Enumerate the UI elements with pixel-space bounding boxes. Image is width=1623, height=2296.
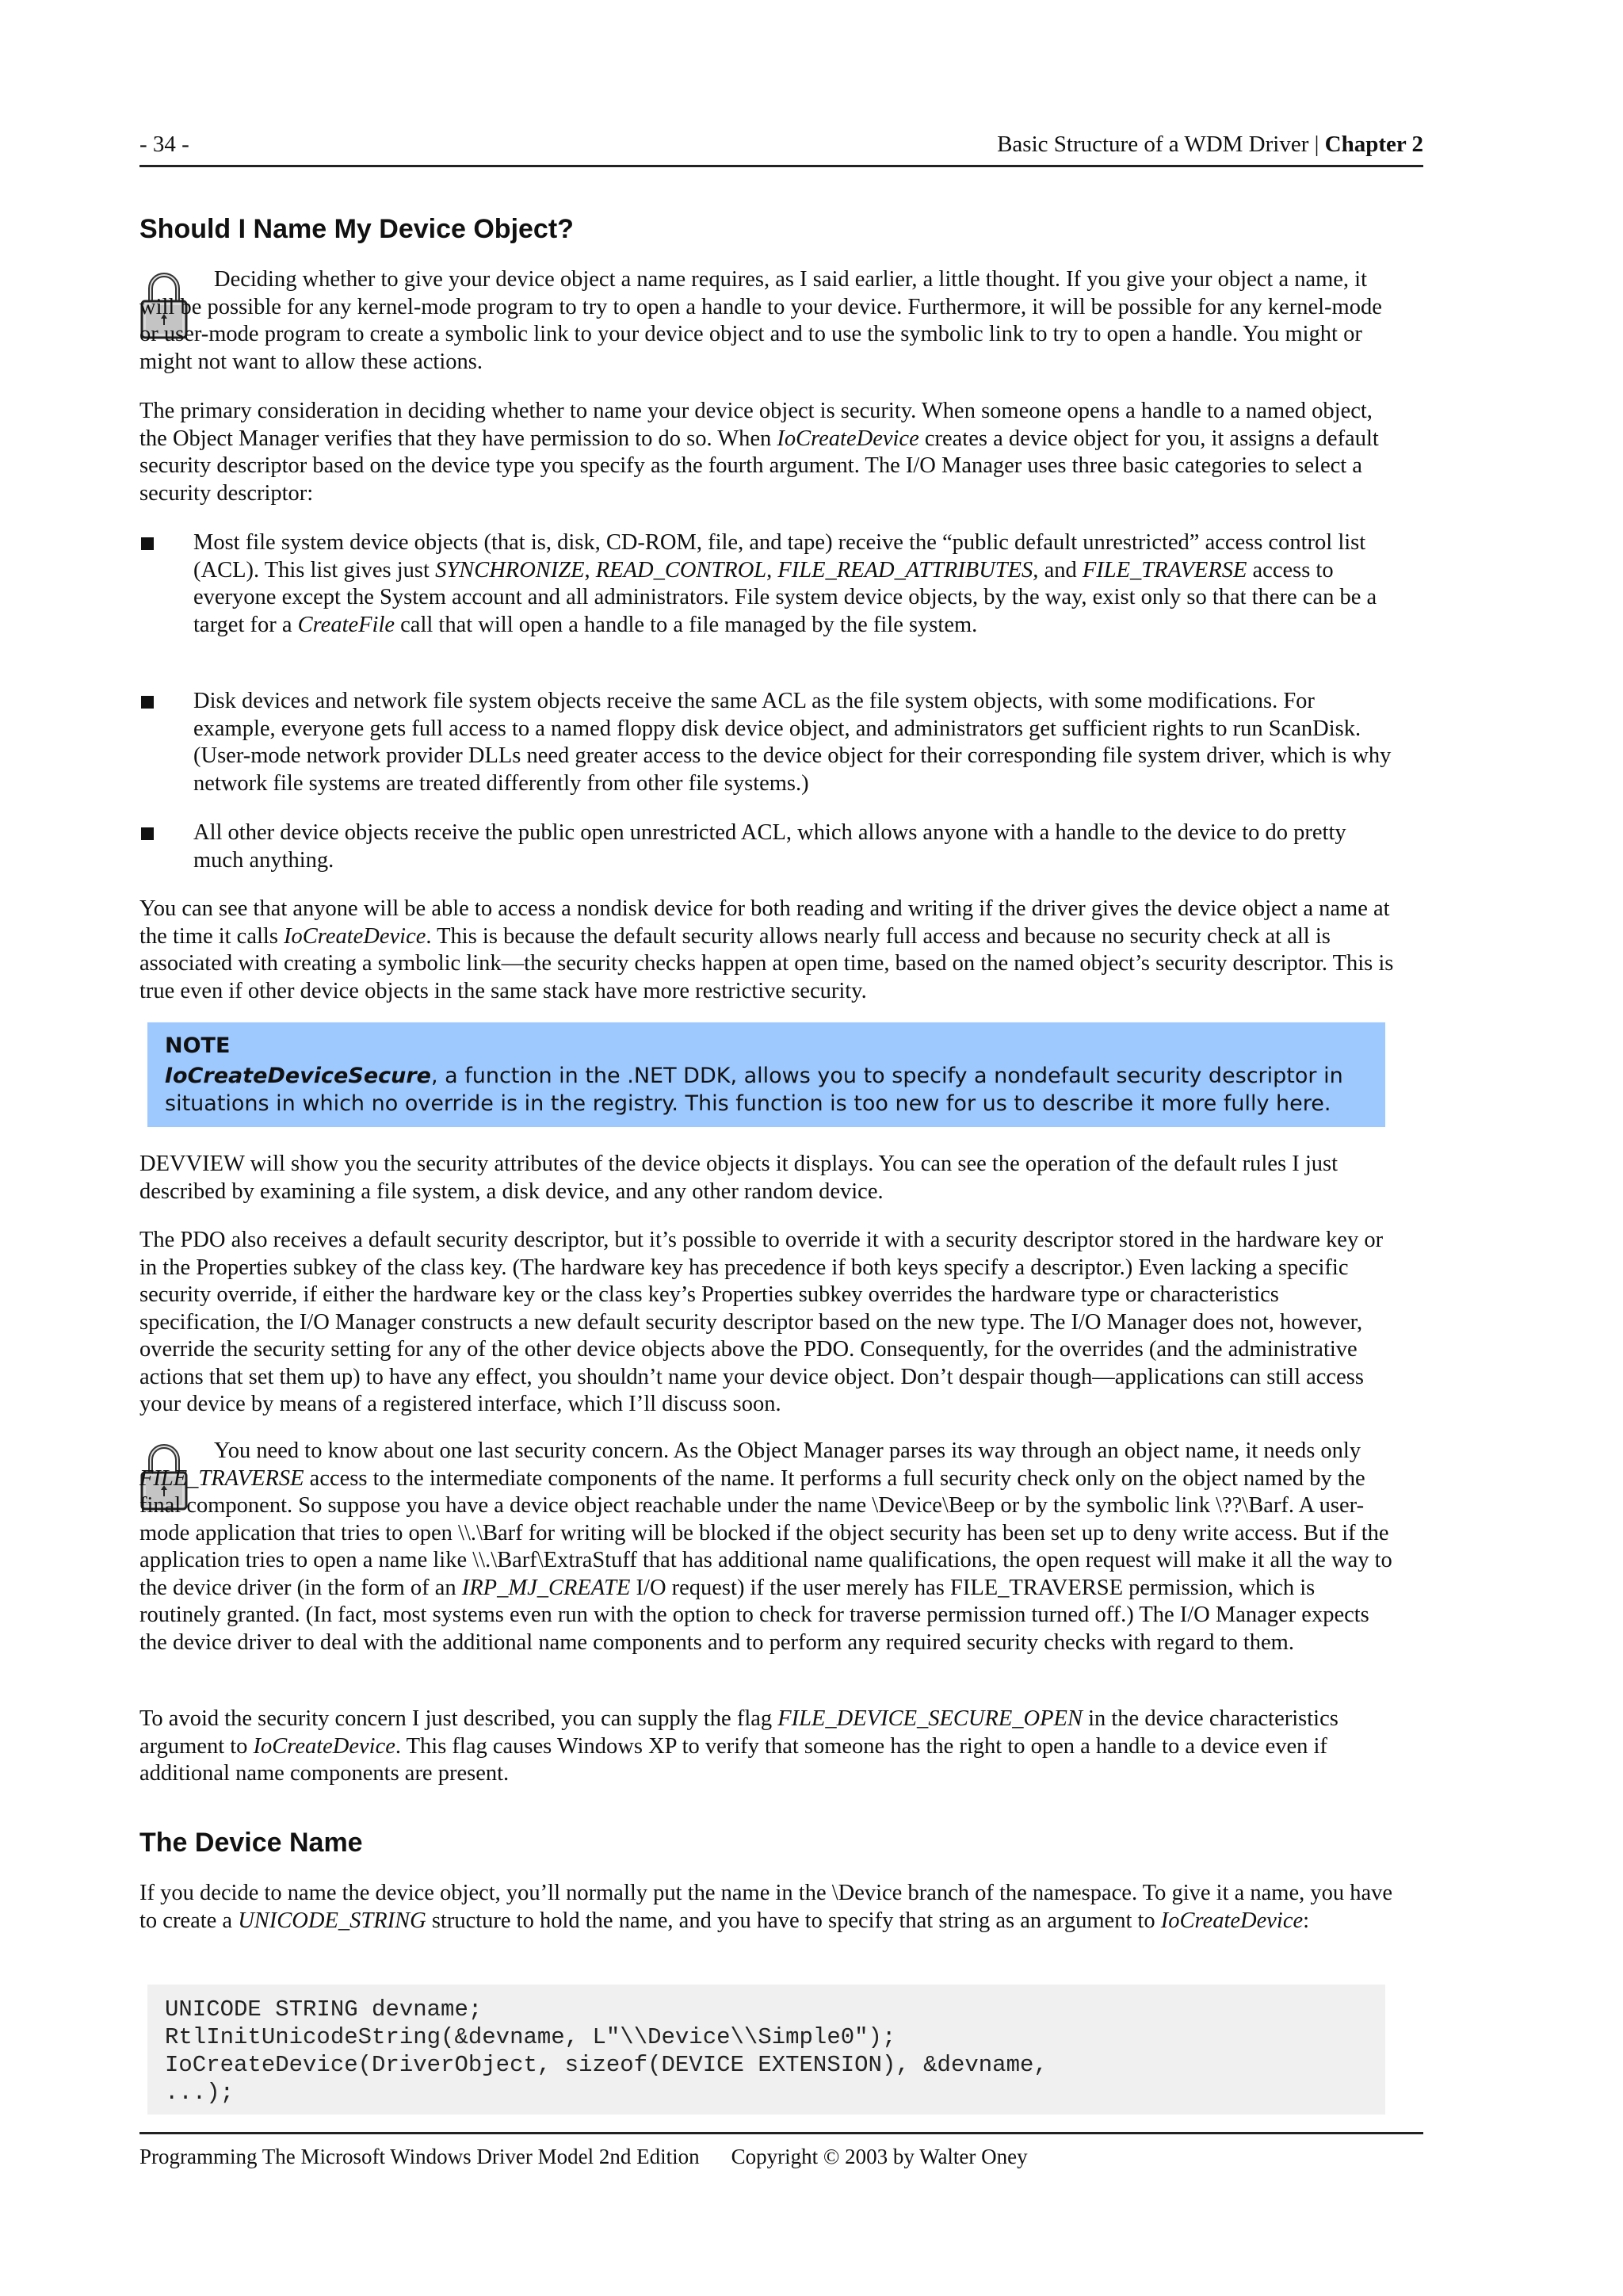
code-listing: UNICODE STRING devname; RtlInitUnicodeString(&devname, L"\\Device\\Simple0"); IoCreateDevice(DriverObject, sizeof(DEVICE EXTENSION), &devname, ...); [165,1996,1048,2106]
identifier: FILE_READ_ATTRIBUTES, [777,557,1039,583]
paragraph-device-name [139,1880,1400,1935]
function-name: CreateFile [297,612,395,637]
section-heading-device-name: The Device Name [139,1828,363,1858]
text-run: If you decide to name the device object, you’ll normally put the name in the \Device branch of the namespace. To give it a name, you have to create a [139,1881,1393,1933]
function-name: IoCreateDevice [253,1733,395,1759]
text-run: To avoid the security concern I just described, you can supply the flag [139,1706,778,1731]
lock-paragraph-1 [139,266,1400,376]
bullet-square-icon [141,696,154,709]
bullet-text: Disk devices and network file system objects receive the same ACL as the file system objects, with some modifications. For example, everyone gets full access to a named floppy disk device object, and administrators get sufficient rights to run ScanDisk. (User-mode network provider DLLs need greater access to the device object for their corresponding file system driver, which is why network file systems are treated differently from other file systems.) [193,689,1392,796]
text-run: I/O request) if the user merely has FILE_TRAVERSE permission, which is routinely granted. (In fact, most systems even run with the option to check for traverse permission turned off.) The I/O Manager expects the device driver to deal with the additional name components and to perform any required security checks with regard to them. [139,1575,1369,1655]
identifier: FILE_DEVICE_SECURE_OPEN [777,1706,1083,1731]
paragraph-pdo: The PDO also receives a default security descriptor, but it’s possible to override it with a security descriptor stored in the hardware key or in the Properties subkey of the class key. (The hardware key has precedence if both keys specify a descriptor.) Even lacking a specific security override, if either the hardware key or the class key’s Properties subkey overrides the hardware type or characteristics specification, the I/O Manager constructs a new default security descriptor based on the new type. The I/O Manager does not, however, override the security setting for any of the other device objects above the PDO. Consequently, for the overrides (and the administrative actions that set them up) to have any effect, you shouldn’t name your device object. Don’t despair though—applications can still access your device by means of a registered interface, which I’ll discuss soon. [139,1228,1384,1416]
text-run: in the device characteristics argument to [139,1706,1338,1759]
text-run: : [1303,1908,1310,1933]
text-run: and [1038,557,1083,583]
identifier: FILE_TRAVERSE [139,1465,304,1491]
paragraph-devview: DEVVIEW will show you the security attributes of the device objects it displays. You can see the operation of the default rules I just described by examining a file system, a disk device, and any other random device. [139,1152,1338,1204]
text-run: . This flag causes Windows XP to verify that someone has the right to open a handle to a device even if additional name components are present. [139,1733,1327,1786]
running-title [997,132,1423,158]
chapter-label: Chapter 2 [1324,132,1423,157]
code-block [147,1985,1385,2115]
bullet-text: All other device objects receive the public open unrestricted ACL, which allows anyone with a handle to the device to do pretty much anything. [193,820,1346,873]
bullet-text [193,529,1400,639]
text-run: , [584,557,596,583]
footer-rule [139,2132,1423,2134]
text-run: Most file system device objects (that is, disk, CD-ROM, file, and tape) receive the “public default unrestricted” access control list (ACL). This list gives just [193,530,1366,583]
identifier: UNICODE_STRING [238,1908,426,1933]
note-heading: NOTE [165,1033,231,1058]
function-name: IoCreateDevice [1160,1908,1304,1933]
page-footer [139,2145,1060,2169]
lock-paragraph-2 [139,1438,1400,1656]
text-run: , [766,557,778,583]
bullet-square-icon [141,827,154,840]
identifier: FILE_TRAVERSE [1082,557,1247,583]
text-run: You can see that anyone will be able to access a nondisk device for both reading and writing if the driver gives the device object a name at the time it calls [139,896,1390,949]
text-run: access to the intermediate components of the name. It performs a full security check only on the object named by the final component. So suppose you have a device object reachable under the name \Device\Beep or by the symbolic link \??\Barf. A user-mode application that tries to open \\.\Barf for writing will be blocked if the object security has been set up to deny write access. But if the application tries to open a name like \\.\Barf\ExtraStuff that has additional name qualifications, the open request will make it all the way to the device driver (in the form of an [139,1465,1392,1600]
note-function-name: IoCreateDeviceSecure [165,1064,431,1088]
section-heading-name-object: Should I Name My Device Object? [139,214,574,244]
text-run: You need to know about one last security concern. As the Object Manager parses its way through an object name, it needs only [214,1438,1361,1463]
text-run: . This is because the default security allows nearly full access and because no security check at all is associated with creating a symbolic link—the security checks happen at open time, based on the named object’s security descriptor. This is true even if other device objects in the same stack have more restrictive security. [139,923,1394,1003]
lock-paragraph-1-text: Deciding whether to give your device object a name requires, as I said earlier, a little thought. If you give your object a name, it will be possible for any kernel-mode program to try to open a handle to your device. Furthermore, it will be possible for any kernel-mode or user-mode program to create a symbolic link to your device object and to use the symbolic link to try to open a handle. You might or might not want to allow these actions. [139,267,1382,374]
running-title-text: Basic Structure of a WDM Driver | [997,132,1325,157]
text-run: structure to hold the name, and you have to specify that string as an argument to [426,1908,1161,1933]
paragraph-secure-open [139,1706,1400,1788]
footer-book-title: Programming The Microsoft Windows Driver Model 2nd Edition [139,2145,700,2168]
identifier: IRP_MJ_CREATE [461,1575,631,1600]
page-number: - 34 - [139,132,189,157]
text-run: call that will open a handle to a file managed by the file system. [395,612,978,637]
footer-copyright: Copyright © 2003 by Walter Oney [731,2145,1028,2168]
note-body [165,1062,1377,1117]
identifier: READ_CONTROL [595,557,767,583]
text-run: access to everyone except the System account and all administrators. File system device objects, by the way, exist only so that there can be a target for a [193,557,1377,637]
function-name: IoCreateDevice [284,923,426,949]
note-text: , a function in the .NET DDK, allows you to specify a nondefault security descriptor in situations in which no override is in the registry. This function is too new for us to describe it more fully here. [165,1064,1343,1116]
paragraph-security [139,398,1400,507]
paragraph-nondisk-access [139,896,1400,1005]
text-run: The primary consideration in deciding whether to name your device object is security. When someone opens a handle to a named object, the Object Manager verifies that they have permission to do so. When [139,399,1373,451]
text-run: creates a device object for you, it assigns a default security descriptor based on the device type you specify as the fourth argument. The I/O Manager uses three basic categories to select a security descriptor: [139,426,1379,506]
note-box [147,1022,1385,1127]
identifier: SYNCHRONIZE [435,557,585,583]
bullet-square-icon [141,537,154,550]
page-header [139,127,1423,167]
function-name: IoCreateDevice [777,426,919,451]
